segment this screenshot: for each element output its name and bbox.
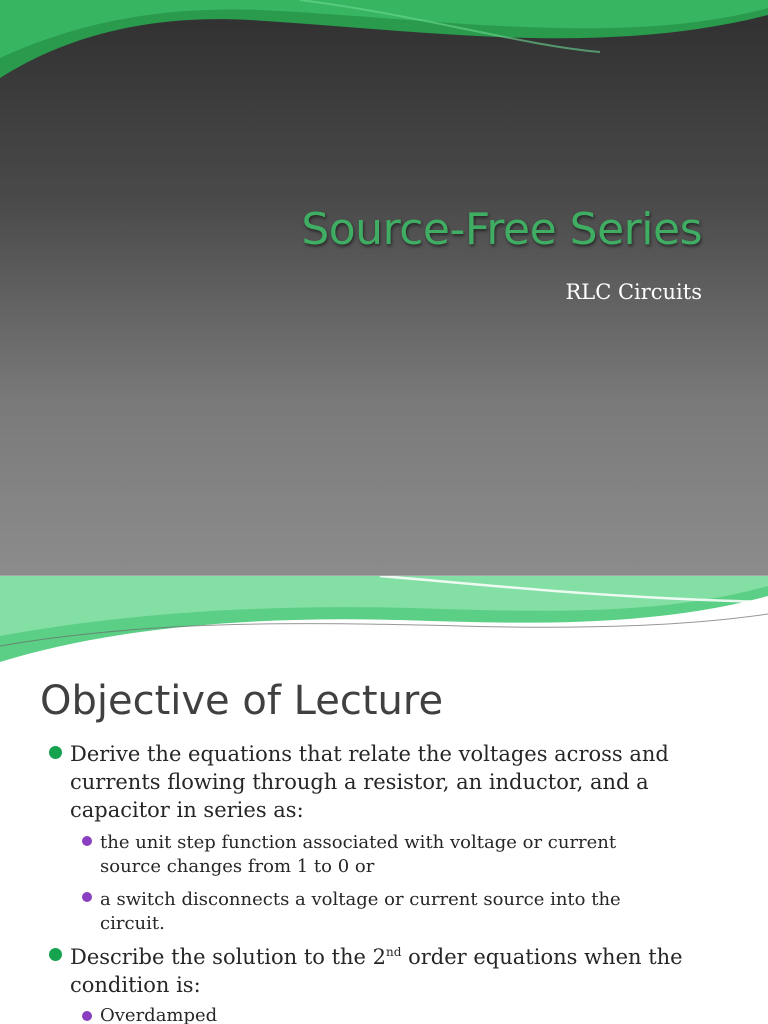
- green-bullet-icon: [49, 948, 62, 961]
- sub-bullet-line: the unit step function associated with voltage or current: [100, 832, 617, 853]
- sub-bullet-item: [100, 831, 740, 879]
- decorative-wave-banner: [0, 0, 768, 90]
- sub-bullet-line: Overdamped: [100, 1005, 218, 1024]
- ordinal-suffix: nd: [386, 945, 402, 959]
- purple-bullet-icon: [82, 892, 92, 902]
- bullet-line: [70, 943, 750, 971]
- bullet-line: currents flowing through a resistor, an inductor, and a: [70, 770, 649, 794]
- bullet-item: [70, 943, 750, 999]
- decorative-wave-banner: [0, 576, 768, 671]
- sub-bullet-line: a switch disconnects a voltage or current source into the: [100, 889, 621, 910]
- slide-title: Source-Free Series: [301, 204, 702, 255]
- bullet-line: condition is:: [70, 973, 201, 997]
- slide-subtitle: RLC Circuits: [565, 280, 702, 304]
- sub-bullet-item: [100, 888, 740, 936]
- sub-bullet-line: source changes from 1 to 0 or: [100, 856, 375, 877]
- green-bullet-icon: [49, 746, 62, 759]
- bullet-text: Describe the solution to the 2: [70, 945, 387, 969]
- sub-bullet-item: [100, 1004, 740, 1024]
- bullet-item: [70, 740, 750, 824]
- content-slide: [0, 576, 768, 1024]
- slide-title: Objective of Lecture: [40, 678, 444, 724]
- bullet-text: order equations when the: [401, 945, 683, 969]
- bullet-line: capacitor in series as:: [70, 798, 304, 822]
- sub-bullet-line: circuit.: [100, 913, 165, 934]
- purple-bullet-icon: [82, 1011, 92, 1021]
- purple-bullet-icon: [82, 836, 92, 846]
- bullet-line: Derive the equations that relate the voltages across and: [70, 742, 669, 766]
